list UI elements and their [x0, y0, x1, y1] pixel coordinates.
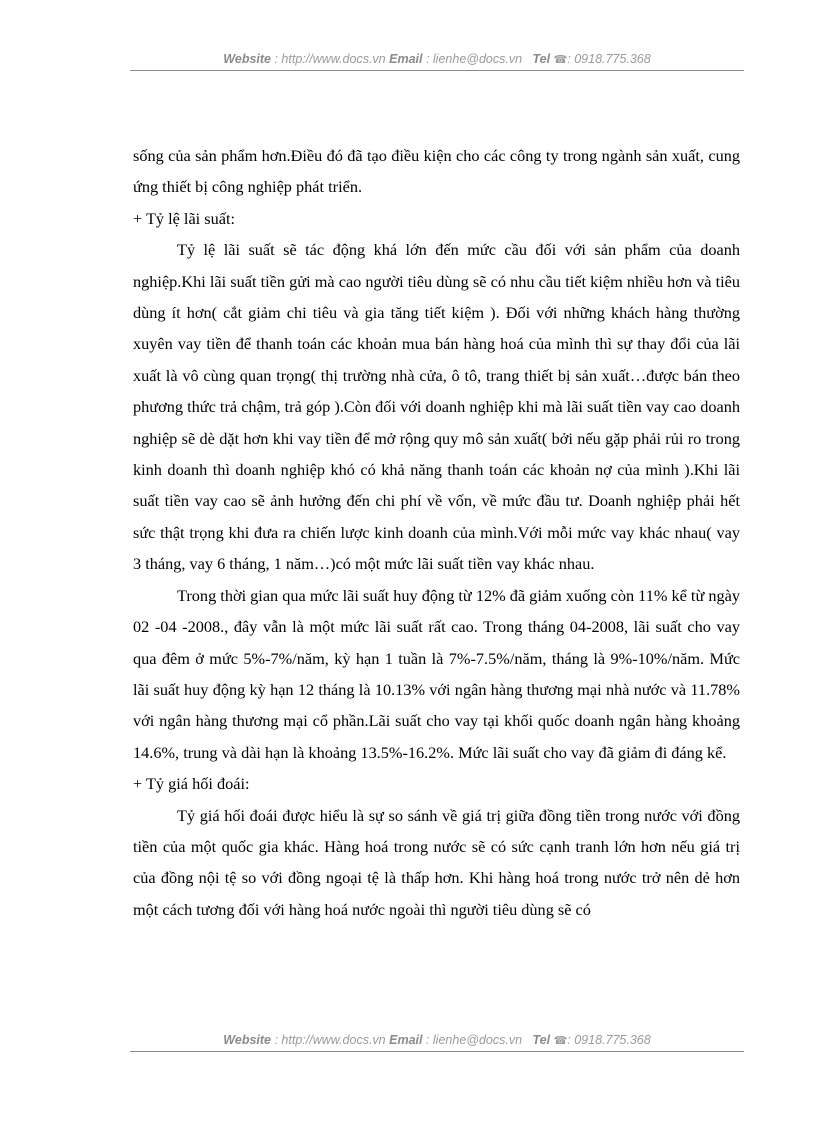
- header-website-label: Website: [223, 52, 271, 66]
- header-tel-value: : 0918.775.368: [567, 52, 651, 66]
- paragraph-4: Tỷ giá hối đoái được hiểu là sự so sánh về giá trị giữa đồng tiền trong nước với đồng tiền của một quốc gia khác. Hàng hoá trong nước sẽ có sức cạnh tranh lớn hơn nếu giá trị của đồng nội tệ so với đồng ngoại tệ là thấp hơn. Khi hàng hoá trong nước trở nên dẻ hơn một cách tương đối với hàng hoá nước ngoài thì người tiêu dùng sẽ có: [133, 805, 740, 919]
- footer-tel-label: Tel: [532, 1033, 551, 1047]
- header-email-sep: :: [422, 52, 433, 66]
- section-heading-exchange-rate: + Tỷ giá hối đoái:: [133, 774, 250, 794]
- footer-website-sep: :: [271, 1033, 282, 1047]
- phone-icon: ☎: [553, 54, 568, 66]
- footer-email-value[interactable]: lienhe@docs.vn: [432, 1033, 523, 1047]
- header-email-label: Email: [389, 52, 423, 66]
- header-tel-label: Tel: [532, 52, 551, 66]
- footer-tel-value: : 0918.775.368: [567, 1033, 651, 1047]
- footer-website-url[interactable]: http://www.docs.vn: [281, 1033, 386, 1047]
- header-website-url[interactable]: http://www.docs.vn: [281, 52, 386, 66]
- footer-email-sep: :: [422, 1033, 433, 1047]
- paragraph-3: Trong thời gian qua mức lãi suất huy động từ 12% đã giảm xuống còn 11% kể từ ngày 02 -04 -2008., đây vẫn là một mức lãi suất rất cao. Trong tháng 04-2008, lãi suất cho vay qua đêm ở mức 5%-7%/năm, kỳ hạn 1 tuần là 7%-7.5%/năm, tháng là 9%-10%/năm. Mức lãi suất huy động kỳ hạn 12 tháng là 10.13% với ngân hàng thương mại nhà nước và 11.78% với ngân hàng thương mại cổ phần.Lãi suất cho vay tại khối quốc doanh ngân hàng khoảng 14.6%, trung và dài hạn là khoảng 13.5%-16.2%. Mức lãi suất cho vay đã giảm đi đáng kể.: [133, 585, 740, 762]
- paragraph-1: sống của sản phẩm hơn.Điều đó đã tạo điều kiện cho các công ty trong ngành sản xuất, cung ứng thiết bị công nghiệp phát triển.: [133, 146, 740, 197]
- footer-email-label: Email: [389, 1033, 423, 1047]
- paragraph-2: Tỷ lệ lãi suất sẽ tác động khá lớn đến mức cầu đối với sản phẩm của doanh nghiệp.Khi lãi suất tiền gửi mà cao người tiêu dùng sẽ có nhu cầu tiết kiệm nhiều hơn và tiêu dùng ít hơn( cắt giảm chi tiêu và gia tăng tiết kiệm ). Đối với những khách hàng thường xuyên vay tiền để thanh toán các khoản mua bán hàng hoá của mình thì sự thay đổi của lãi xuất là vô cùng quan trọng( thị trường nhà cửa, ô tô, trang thiết bị sản xuất…được bán theo phương thức trả chậm, trả góp ).Còn đối với doanh nghiệp khi mà lãi suất tiền vay cao doanh nghiệp sẽ dè dặt hơn khi vay tiền để mở rộng quy mô sản xuất( bởi nếu gặp phải rủi ro trong kinh doanh thì doanh nghiệp khó có khả năng thanh toán các khoản nợ của mình ).Khi lãi suất tiền vay cao sẽ ảnh hưởng đến chi phí về vốn, về mức đầu tư. Doanh nghiệp phải hết sức thật trọng khi đưa ra chiến lược kinh doanh của mình.Với mỗi mức vay khác nhau( vay 3 tháng, vay 6 tháng, 1 năm…)có một mức lãi suất tiền vay khác nhau.: [133, 240, 740, 574]
- header-website-sep: :: [271, 52, 282, 66]
- page-footer: [130, 1033, 744, 1047]
- header-email-value[interactable]: lienhe@docs.vn: [432, 52, 523, 66]
- footer-website-label: Website: [223, 1033, 271, 1047]
- header-divider: [130, 70, 744, 71]
- page-header: [130, 52, 744, 66]
- section-heading-interest-rate: + Tỷ lệ lãi suất:: [133, 208, 236, 228]
- footer-divider: [130, 1051, 744, 1052]
- document-body: [133, 140, 740, 925]
- phone-icon: ☎: [553, 1035, 568, 1047]
